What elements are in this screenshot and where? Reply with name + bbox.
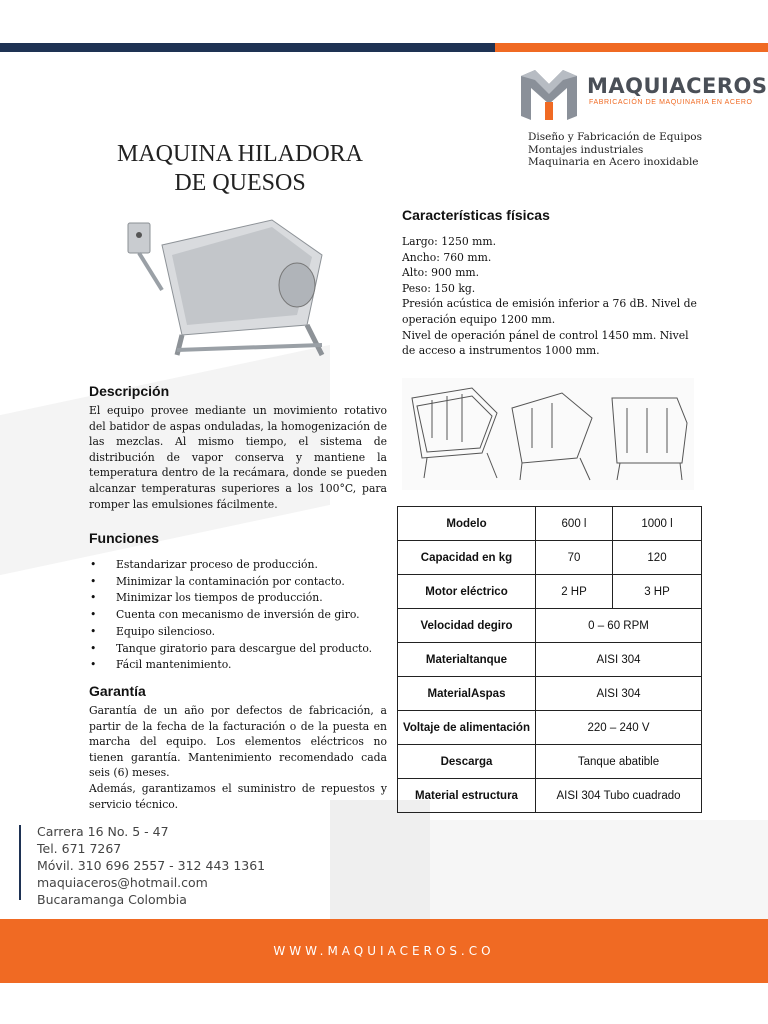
table-cell: 0 – 60 RPM	[536, 609, 702, 643]
table-cell: AISI 304	[536, 643, 702, 677]
table-cell: Descarga	[398, 745, 536, 779]
table-row	[398, 711, 702, 745]
brand-subtitle: FABRICACIÓN DE MAQUINARIA EN ACERO	[589, 99, 753, 106]
list-item: • Minimizar los tiempos de producción.	[88, 590, 388, 607]
descripcion-text: El equipo provee mediante un movimiento rotativo del batidor de aspas onduladas, la homogenización de las mezclas. Al mismo tiempo, el sistema de distribución de vapor conserva y mantiene la temperatura dentro de la recámara, donde se pueden alcanzar temperaturas superiores a los 100°C, para romper las emulsiones fácilmente.	[89, 404, 387, 511]
funciones-list	[88, 557, 388, 674]
brand-name: MAQUIACEROS	[587, 74, 768, 98]
contact-mobile: Móvil. 310 696 2557 - 312 443 1361	[37, 858, 266, 873]
table-cell: 600 l	[536, 507, 613, 541]
spec-line: Peso: 150 kg.	[402, 281, 476, 295]
list-item: • Fácil mantenimiento.	[88, 657, 388, 674]
machine-drawings	[402, 378, 694, 490]
spec-line: Nivel de operación pánel de control 1450 mm. Nivel de acceso a instrumentos 1000 mm.	[402, 328, 689, 358]
background-shape	[430, 820, 768, 919]
contact-divider	[19, 825, 21, 900]
table-cell: Velocidad degiro	[398, 609, 536, 643]
table-row	[398, 575, 702, 609]
specs-table	[397, 506, 702, 813]
brand-logo	[517, 66, 768, 126]
spec-line: Ancho: 760 mm.	[402, 250, 492, 264]
table-cell: 1000 l	[613, 507, 702, 541]
table-cell: Capacidad en kg	[398, 541, 536, 575]
list-item: • Estandarizar proceso de producción.	[88, 557, 388, 574]
garantia-text	[89, 703, 387, 812]
table-cell: AISI 304 Tubo cuadrado	[536, 779, 702, 813]
background-shape	[330, 800, 430, 920]
list-item: • Equipo silencioso.	[88, 624, 388, 641]
table-cell: Modelo	[398, 507, 536, 541]
spec-line: Alto: 900 mm.	[402, 266, 480, 280]
footer-website-link[interactable]: WWW.MAQUIACEROS.CO	[273, 944, 495, 958]
table-row	[398, 745, 702, 779]
table-cell: 3 HP	[613, 575, 702, 609]
garantia-paragraph: Garantía de un año por defectos de fabricación, a partir de la fecha de la facturación o de la puesta en marcha del equipo. Los elementos eléctricos no tienen garantía. Mantenimiento recomendado cada seis (6) meses.	[89, 704, 387, 780]
spec-line: Largo: 1250 mm.	[402, 235, 497, 248]
contact-block	[37, 823, 265, 908]
table-row	[398, 779, 702, 813]
table-cell: Motor eléctrico	[398, 575, 536, 609]
list-item: • Minimizar la contaminación por contacto.	[88, 574, 388, 591]
contact-address: Carrera 16 No. 5 - 47	[37, 824, 169, 839]
tagline-list	[528, 131, 748, 169]
tagline: Montajes industriales	[528, 143, 644, 156]
table-cell: AISI 304	[536, 677, 702, 711]
top-bar-navy	[0, 43, 495, 52]
logo-mark-icon	[517, 66, 581, 122]
table-cell: Material estructura	[398, 779, 536, 813]
table-row	[398, 507, 702, 541]
footer-bar	[0, 919, 768, 983]
tagline: Diseño y Fabricación de Equipos	[528, 131, 703, 143]
machine-photo	[122, 215, 342, 365]
caracteristicas-list	[402, 234, 702, 359]
section-heading-descripcion: Descripción	[89, 383, 170, 399]
page-title	[100, 140, 380, 198]
section-heading-garantia: Garantía	[89, 683, 146, 699]
list-item: • Tanque giratorio para descargue del producto.	[88, 641, 388, 658]
garantia-paragraph: Además, garantizamos el suministro de repuestos y servicio técnico.	[89, 781, 387, 811]
contact-email[interactable]: maquiaceros@hotmail.com	[37, 875, 208, 890]
table-cell: Materialtanque	[398, 643, 536, 677]
title-line: DE QUESOS	[174, 170, 306, 196]
table-cell: 70	[536, 541, 613, 575]
table-row	[398, 609, 702, 643]
table-cell: Tanque abatible	[536, 745, 702, 779]
table-row	[398, 677, 702, 711]
top-bar-orange	[495, 43, 768, 52]
tagline: Maquinaria en Acero inoxidable	[528, 156, 699, 168]
table-cell: Voltaje de alimentación	[398, 711, 536, 745]
table-cell: MaterialAspas	[398, 677, 536, 711]
section-heading-caracteristicas: Características físicas	[402, 207, 550, 223]
list-item: • Cuenta con mecanismo de inversión de giro.	[88, 607, 388, 624]
table-row	[398, 643, 702, 677]
table-cell: 120	[613, 541, 702, 575]
contact-phone: Tel. 671 7267	[37, 841, 122, 856]
spec-line: Presión acústica de emisión inferior a 76 dB. Nivel de operación equipo 1200 mm.	[402, 297, 697, 326]
section-heading-funciones: Funciones	[89, 530, 160, 546]
table-cell: 2 HP	[536, 575, 613, 609]
table-cell: 220 – 240 V	[536, 711, 702, 745]
table-row	[398, 541, 702, 575]
contact-city: Bucaramanga Colombia	[37, 892, 187, 907]
title-line: MAQUINA HILADORA	[117, 141, 363, 167]
